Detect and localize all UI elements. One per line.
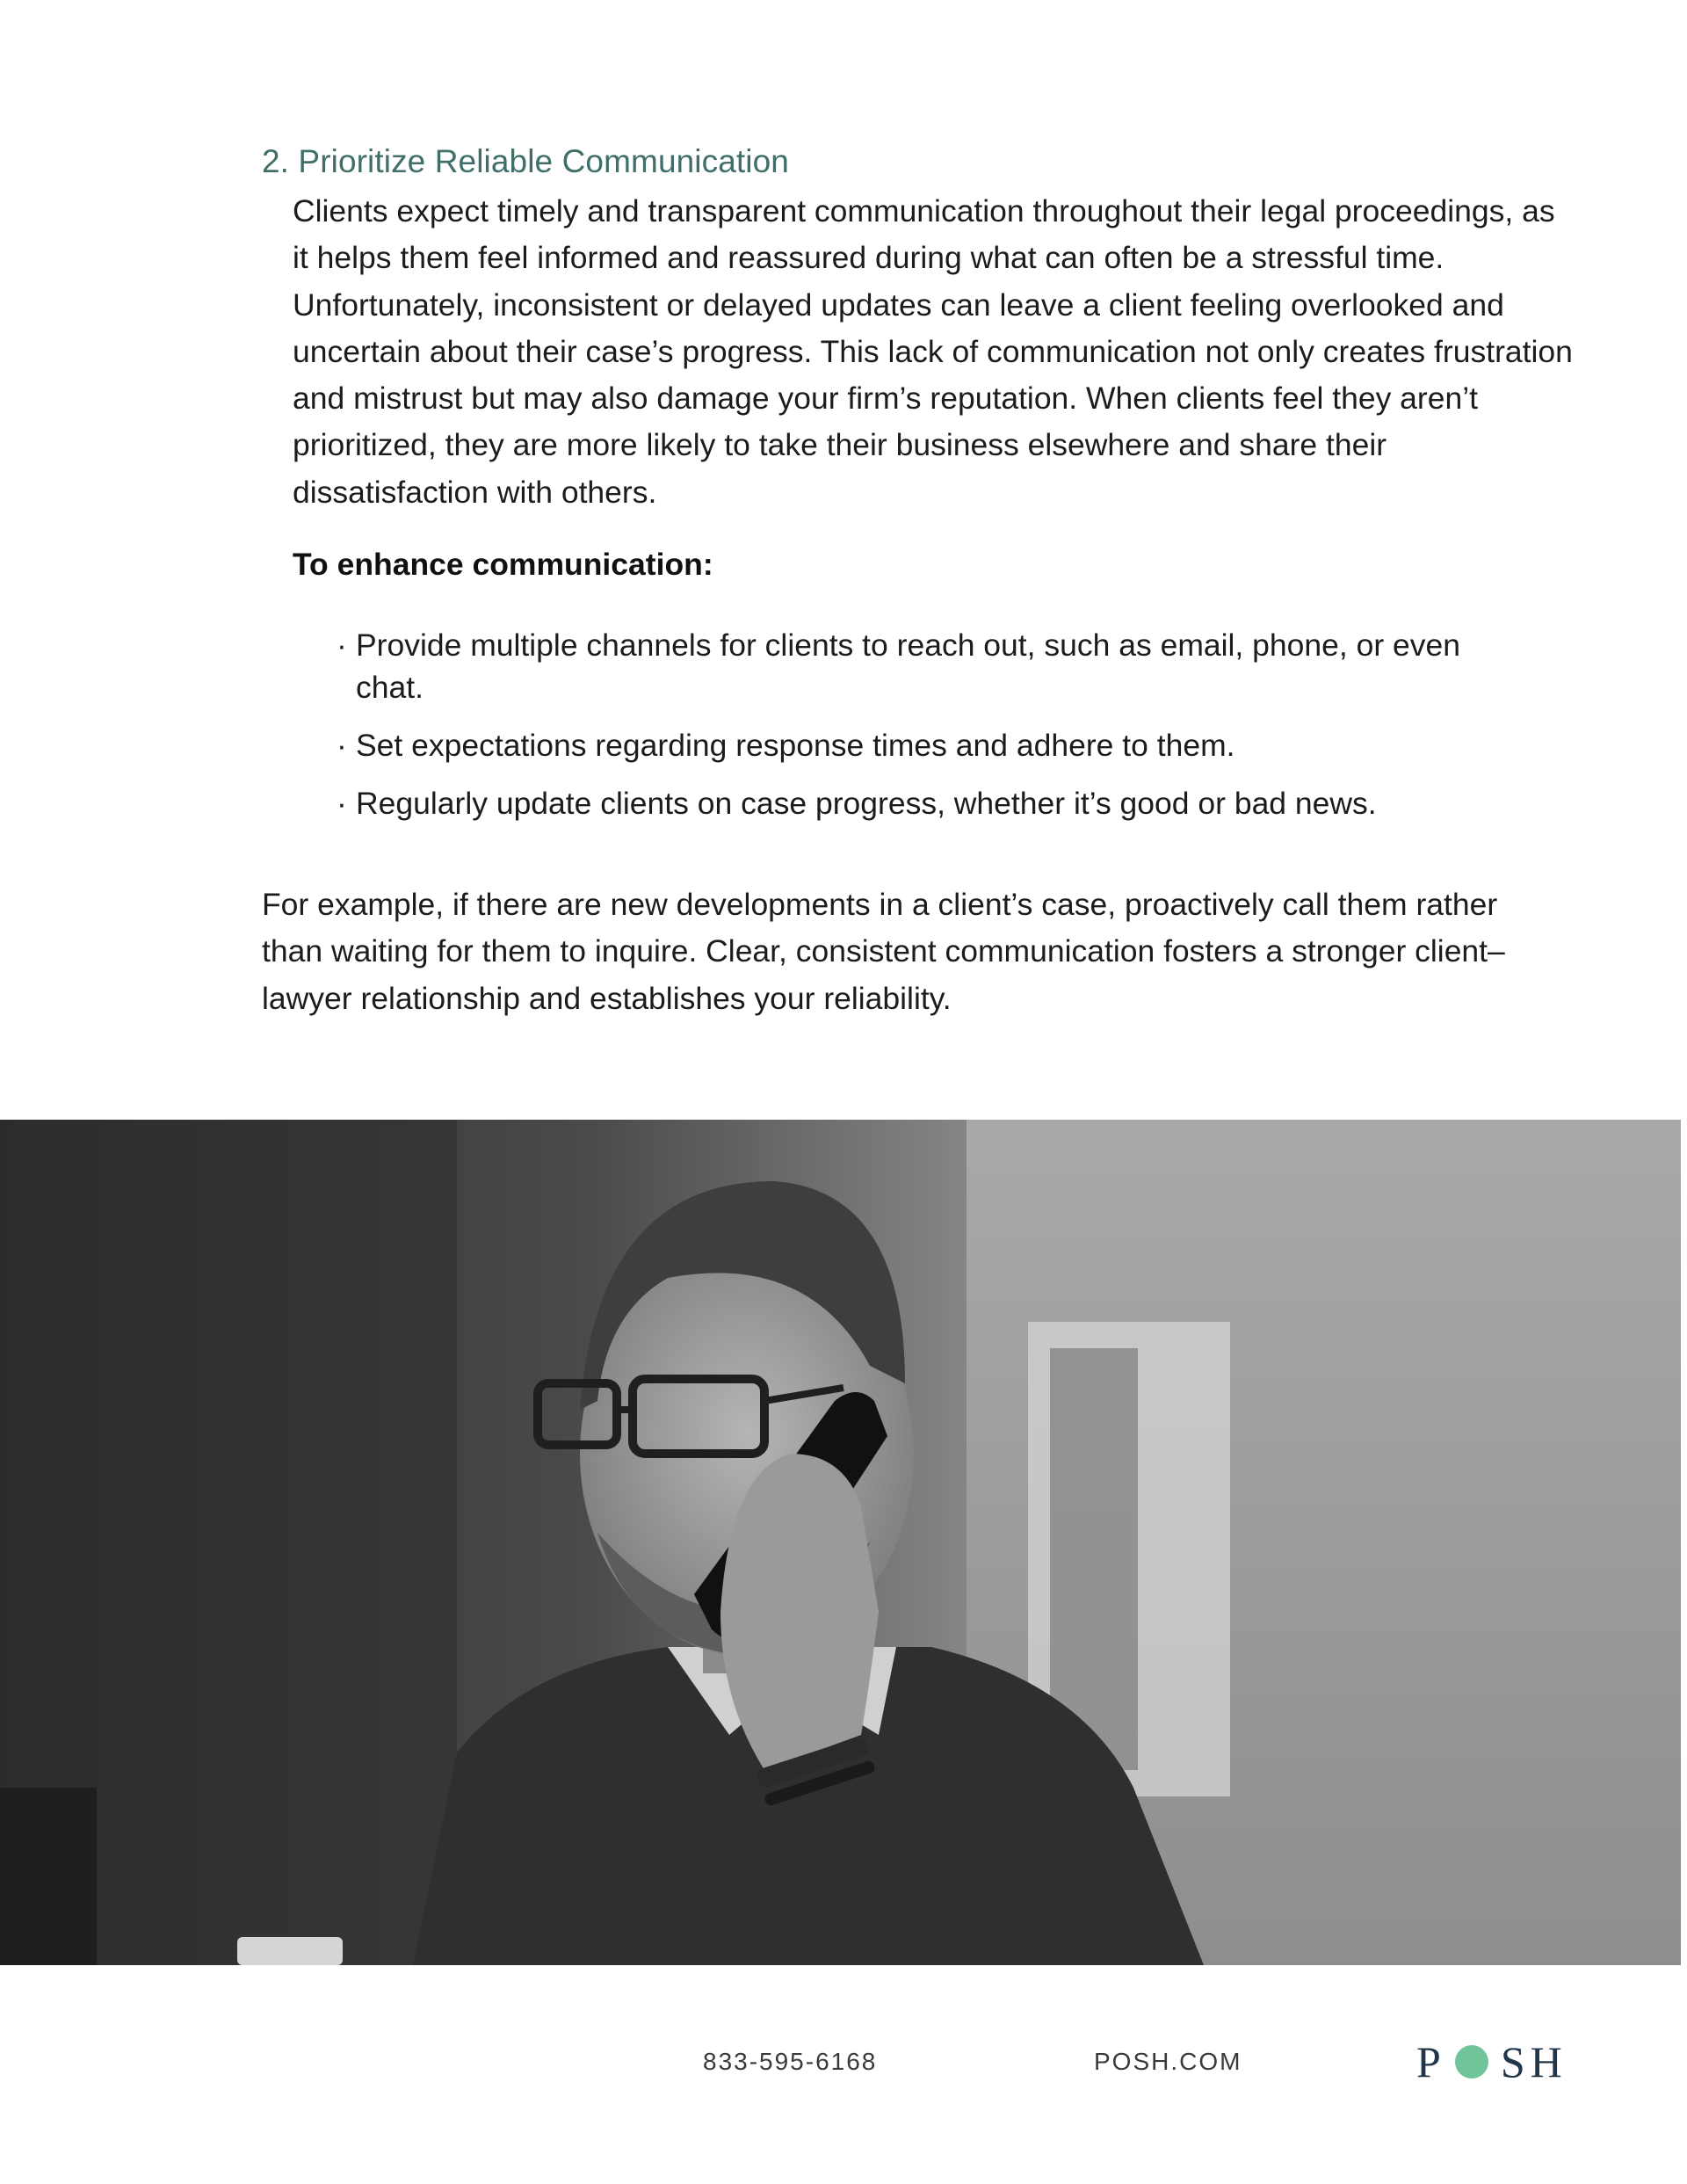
man-on-phone-photo xyxy=(0,1120,1681,1965)
tip-text: Regularly update clients on case progress, whether it’s good or bad news. xyxy=(356,786,1377,821)
posh-logo xyxy=(1416,2037,1568,2086)
list-item xyxy=(337,624,1531,708)
tip-text: Set expectations regarding response times and adhere to them. xyxy=(356,728,1235,763)
example-paragraph: For example, if there are new developments in a client’s case, proactively call them rather than waiting for them to inquire. Clear, consistent communication fosters a stronger client–lawyer relationship and establishes your reliability. xyxy=(262,887,1505,1016)
tip-text: Provide multiple channels for clients to reach out, such as email, phone, or even chat. xyxy=(356,628,1460,705)
list-item xyxy=(337,782,1531,824)
list-item xyxy=(337,724,1531,766)
section-heading: 2. Prioritize Reliable Communication xyxy=(262,143,789,179)
logo-letter: S xyxy=(1500,2037,1531,2086)
intro-paragraph: Clients expect timely and transparent communication throughout their legal proceedings, as it helps them feel informed and reassured during what can often be a stressful time. Unfortunately, inconsistent or delayed updates can leave a client feeling overlooked and uncertain about their case’s progress. This lack of communication not only creates frustration and mistrust but may also damage your firm’s reputation. When clients feel they aren’t prioritized, they are more likely to take their business elsewhere and share their dissatisfaction with others. xyxy=(293,193,1573,510)
bullet-icon: · xyxy=(337,628,347,663)
tips-heading: To enhance communication: xyxy=(293,547,713,582)
bullet-icon: · xyxy=(337,728,347,763)
footer-phone[interactable]: 833-595-6168 xyxy=(703,2048,878,2075)
logo-dot-icon xyxy=(1455,2045,1488,2079)
logo-letter: P xyxy=(1416,2037,1446,2086)
logo-letter: H xyxy=(1530,2037,1568,2086)
tips-list xyxy=(337,624,1531,840)
footer-website[interactable]: POSH.COM xyxy=(1094,2048,1242,2075)
bullet-icon: · xyxy=(337,786,347,821)
